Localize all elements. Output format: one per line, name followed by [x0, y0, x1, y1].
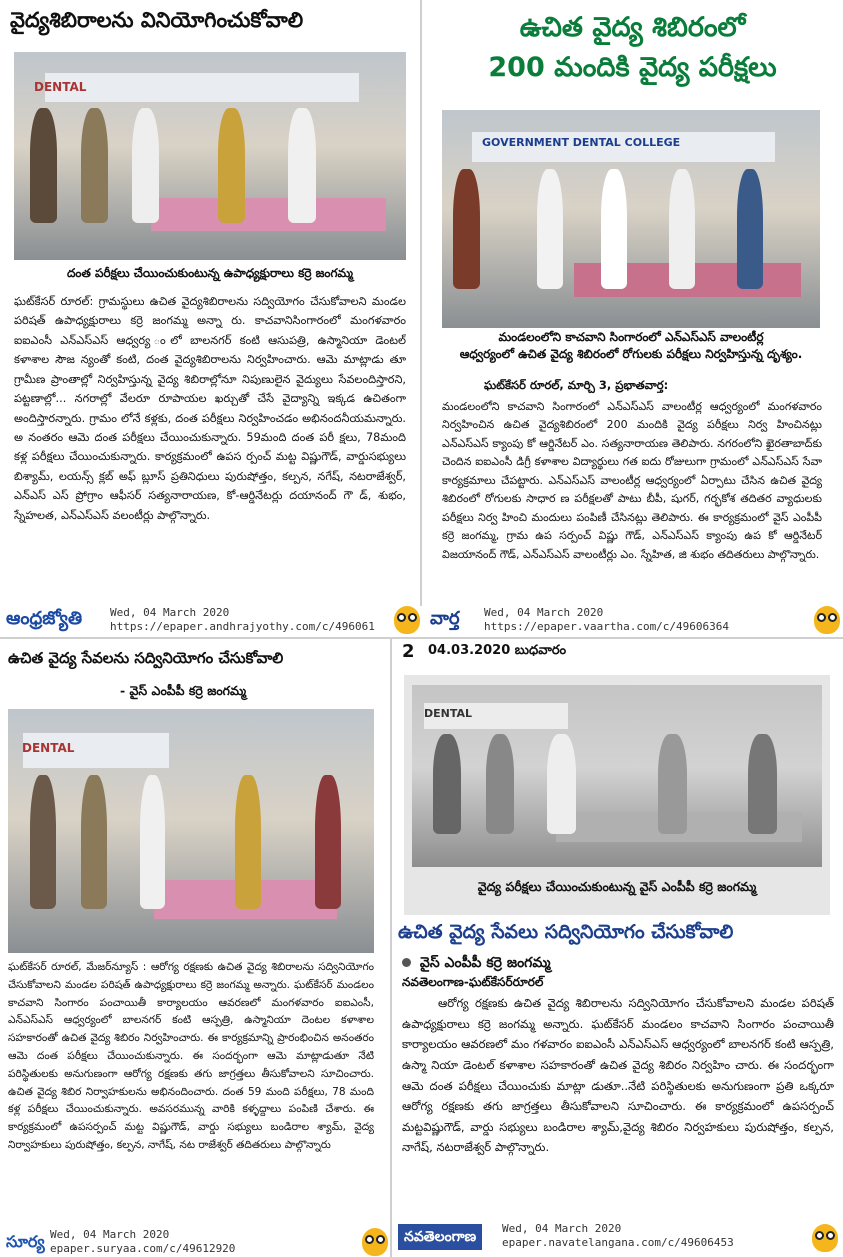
- andhrajyothy-clipping: [0, 0, 420, 606]
- page-number: 2: [402, 641, 415, 662]
- photo-banner-text: DENTAL: [22, 741, 75, 755]
- article-body: ఘట్‌కేసర్ రూరల్, మేజర్‌న్యూస్ : ఆరోగ్య రక్షణకు ఉచిత వైద్య శిబిరాలను సద్వినియోగం చేసుకోవాలని మండల పరిషత్ ఉపాధ్యక్షురాలు కర్రె జంగమ్మ అన్నారు. ఘట్‌కేసర్ మండలం కాచవాని సింగారం పంచాయితీ కార్యాలయం ఆవరణలో మంగళవారం ఐఐఎంసీ, ఎన్ఎస్ఎస్ ఆధ్వర్యంలో బాలనగర్ కంటి ఆస్పత్రి, ఉస్మానియా దెంటల కళాశాల సహకారంతో ఉచిత వైద్య శిబిరం నిర్వహించారు. ఈ కార్యక్రమాన్ని ప్రారంభించిన అనంతరం ఆమె దంత పరీక్షలు చేయించుకున్నారు. ఈ సందర్భంగా ఆమె మాట్లాడుతూ నేటి పరిస్థితులకు అనుగుణంగా ఆరోగ్య రక్షణకు తగు జాగ్రత్తలు తీసుకోవాలని సూచించారు. ఉచిత వైద్య శిబిర నిర్వాహకులను అభినందించారు. దంత 59 మంది పరీక్షలు, 78 మంది కళ్ల పరీక్షలు చేయించుకున్నారు. అవసరమున్న వారికి కళ్ళద్దాలు పంపిణి చేశారు. ఈ కార్యక్రమంలో ఉపసర్పంచ్ మట్ట విష్ణుగౌడ్, వార్డు సభ్యులు బండిరాల శ్యామ్, వైద్య నిర్వాహకులు పురుషోత్తం, కల్పన, నాగేష్, నట రాజేశ్వర్ తదితరులు పాల్గొన్నారు: [8, 961, 374, 1151]
- headline-line-2: 200 మందికి వైద్య పరీక్షలు: [488, 52, 777, 84]
- photo-banner-text: DENTAL: [34, 80, 87, 94]
- article-byline: నవతెలంగాణ-ఘట్‌కేసర్‌రూరల్: [402, 975, 544, 989]
- vaartha-clipping: [424, 0, 843, 606]
- article-subhead: [402, 955, 550, 972]
- photo-caption-line-2: ఆధ్వర్యంలో ఉచిత వైద్య శిబిరంలో రోగులకు పరీక్షలు నిర్వహిస్తున్న దృశ్యం.: [459, 347, 803, 361]
- article-subhead-text: వైస్ ఎంపీపీ కర్రె జంగమ్మ: [419, 955, 551, 971]
- navatelangana-footer: [392, 1220, 843, 1257]
- article-body: ఘట్‌కేసర్ రూరల్: గ్రామస్థులు ఉచిత వైద్యశిబిరాలను సద్వియోగం చేసుకోవాలని మండల పరిషత్ ఉపాధ్యక్షురాలు కర్రె జంగమ్మ అన్నా రు. కాచవానిసింగారంలో మంగళవారం ఐఐఎంసీ ఎన్ఎస్ఎస్ ఆధ్వర్య ంలో బాలనగర్ కంటి ఆసుపత్రి, ఉస్మానియా డెంటల్ కళాశాల సౌజ న్యంతో కంటి, దంత వైద్యశిబిరాలను నిర్వహించారు. ఆమె మాట్లాడు తూ గ్రామీణ ప్రాంతాల్లో నిర్వహిస్తున్న వైద్య శిబిరాల్లోనూ నిపుణులైన వైద్యులు సేవలందిస్తారని, పట్టణాల్లో... నగరాల్లో వేలరూ రూపాయల ఖర్చుతో చేసే వైద్యాన్ని ఇక్కడ ఉచితంగా అందిస్తారన్నారు. గ్రామం లోనే కళ్లకు, దంత పరీక్షలు నిర్వహించడం అభినందనీయమన్నారు. అ నంతరం ఆమె దంత పరీక్షలు చేయించుకున్నారు. 59మంది దంత పరీ క్షలు, 78మంది కళ్ల పరీక్షలు చేయించుకున్నారు. కార్యక్రమంలో ఉపస ర్పంచ్ మట్ట విష్ణుగౌడ్, వార్డుసభ్యులు బిశ్యామ్, లయన్స్ క్లబ్ అఫ్ బ్లూస్ ప్రతినిధులు పురుషోత్తం, కల్పన, నగేష్, నటరాజేశ్వర్, ఎన్ఎస్ ఎస్ ప్రోగ్రాం ఆఫీసర్ సత్యనారాయణ, కో-ఆర్డినేటర్లు దయానంద్ గౌ డ్, శుభం, స్నేహలత, ఎన్ఎస్ఎస్ వలంటీర్లు పాల్గొన్నారు.: [14, 295, 406, 522]
- photo-banner-text: DENTAL: [424, 707, 473, 720]
- owl-icon: [394, 606, 420, 634]
- article-photo: [14, 52, 406, 260]
- suryaa-logo: సూర్య: [6, 1232, 45, 1251]
- navatelangana-logo: నవతెలంగాణ: [398, 1224, 482, 1250]
- headline-line-1: ఉచిత వైద్య శిబిరంలో: [519, 12, 746, 43]
- article-headline: ఉచిత వైద్య సేవలు సద్వినియోగం చేసుకోవాలి: [398, 921, 734, 943]
- vaartha-footer: [422, 604, 843, 637]
- article-dateline: ఘట్‌కేసర్ రూరల్, మార్చి 3, ప్రభాతవార్త:: [484, 378, 669, 392]
- photo-caption: దంత పరీక్షలు చేయించుకుంటున్న ఉపాధ్యక్షురాలు కర్రె జంగమ్మ: [66, 266, 354, 280]
- navatelangana-clipping: [392, 639, 843, 1219]
- photo-caption: వైద్య పరీక్షలు చేయించుకుంటున్న వైస్ ఎంపీపీ కర్రె జంగమ్మ: [477, 879, 757, 894]
- article-photo-frame: [404, 675, 830, 915]
- epaper-url[interactable]: epaper.navatelangana.com/c/49606453: [502, 1236, 734, 1249]
- photo-caption: [442, 330, 820, 364]
- vertical-divider-top: [420, 0, 422, 606]
- article-headline: వైద్యశిబిరాలను వినియోగించుకోవాలి: [10, 8, 304, 32]
- epaper-date: Wed, 04 March 2020: [502, 1222, 622, 1235]
- epaper-url[interactable]: https://epaper.andhrajyothy.com/c/49606​1: [110, 620, 375, 633]
- andhrajyothy-footer: [0, 604, 420, 637]
- article-headline: [430, 12, 835, 85]
- owl-icon: [362, 1228, 388, 1256]
- photo-caption-line-1: మండలంలోని కాచవాని సింగారంలో ఎన్ఎస్ఎస్ వాలంటీర్ల: [498, 330, 764, 344]
- suryaa-footer: [0, 1228, 390, 1257]
- epaper-date: Wed, 04 March 2020: [110, 606, 230, 619]
- vaartha-logo: వార్త: [430, 608, 460, 629]
- owl-icon: [812, 1224, 838, 1252]
- suryaa-clipping: [0, 639, 390, 1229]
- epaper-date: Wed, 04 March 2020: [484, 606, 604, 619]
- epaper-url[interactable]: https://epaper.vaartha.com/c/49606364: [484, 620, 730, 633]
- epaper-url[interactable]: epaper.suryaa.com/c/49612920: [50, 1242, 236, 1255]
- article-headline: ఉచిత వైద్య సేవలను సద్వినియోగం చేసుకోవాలి: [8, 649, 284, 667]
- article-photo: [442, 110, 820, 328]
- andhrajyothy-logo: ఆంధ్రజ్యోతి: [6, 608, 83, 629]
- article-subhead: - వైస్ ఎంపీపీ కర్రె జంగమ్మ: [120, 683, 247, 698]
- bullet-icon: [402, 958, 411, 967]
- article-body: ఆరోగ్య రక్షణకు ఉచిత వైద్య శిబిరాలను సద్వినియోగం చేసుకోవాలని మండల పరిషత్ ఉపాధ్యక్షురాలు కర్రె జంగమ్మ అన్నారు. ఘట్‌కేసర్ మండలం కాచవాని సింగారం పంచాయితీ కార్యాలయం ఆవరణలో మం గళవారం ఐఐఎంసీ ఎన్ఎస్ఎస్ ఆధ్వర్యంలో బాలనగర్ కంటి ఆస్పత్రి, ఉస్మా నియా డెంటల్ కళాశాల సహకారంతో ఉచిత వైద్య శిబిరం నిర్వహిం చారు. ఈ సందర్భంగా ఆమె దంత పరీక్షలు చేయించుకు మాట్లా డుతూ..నేటి పరిస్థితులకు అనుగుణంగా ప్రతి ఒక్కరూ ఆరోగ్య రక్షణకు తగు జాగ్రత్తలు తీసుకోవాలని సూచించారు. ఈ కార్యక్రమంలో ఉపసర్పంచ్ మట్టవిష్ణుగౌడ్, వార్డు సభ్యులు బండిరాల శ్యామ్,వైద్య శిబిరం నిర్వహకులు పురుషోత్తం, కల్పన, నాగేష్, నటరాజేశ్వర్ పాల్గొన్నారు.: [402, 996, 834, 1155]
- article-photo: [8, 709, 374, 953]
- photo-banner-text: GOVERNMENT DENTAL COLLEGE: [482, 136, 681, 149]
- epaper-date: Wed, 04 March 2020: [50, 1228, 170, 1241]
- article-photo: [412, 685, 822, 867]
- article-body: మండలంలోని కాచవాని సింగారంలో ఎన్ఎస్ఎస్ వాలంటీర్ల ఆధ్వర్యంలో మంగళవారం నిర్వహించిన ఉచిత వైద్యశిబిరంలో 200 మందికి వైద్య పరీక్షలు నిర్వ హించినట్లు ఎన్ఎస్ఎస్ క్యాంపు కో ఆర్డినేటర్ ఎం. సత్యనారాయణ తెలిపారు. నగరంలోని ఖైరతాబాద్‌కు చెందిన ఐఐఎంసీ డిగ్రీ కళాశాల విద్యార్థులు గత ఐదు రోజులుగా గ్రామంలో ఎన్ఎస్ఎస్ సేవా కార్యక్రమాలు చేపట్టారు. ఎన్ఎస్ఎస్ వాలంటీర్ల ఆధ్వర్యంలో ఏర్పాటు చేసిన ఉచిత వైద్య శిబిరంలో రోగులకు సాధార ణ పరీక్షలతో పాటు బీపీ, షుగర్, గర్భకోశ తదితర వ్యాధులకు పరీక్షలు నిర్వ హించి మందులు పంపిణీ చేసినట్లు తెలిపారు. ఈ కార్యక్రమంలో వైస్ ఎంపీపీ కర్రె జంగమ్మ, గ్రామ ఉప సర్పంచ్ విష్ణు గౌడ్, ఎన్ఎస్ఎస్ క్యాంపు ఉప కో ఆర్డినేటర్ విజయానంద్ గౌడ్, ఎన్ఎస్ఎస్ వాలంటీర్లు ఎం. స్నేహిత, జి శుభం తదితరులు పాల్గొన్నారు.: [442, 400, 822, 561]
- owl-icon: [814, 606, 840, 634]
- page-date-band: [402, 639, 838, 665]
- page-date: 04.03.2020 బుధవారం: [428, 643, 567, 658]
